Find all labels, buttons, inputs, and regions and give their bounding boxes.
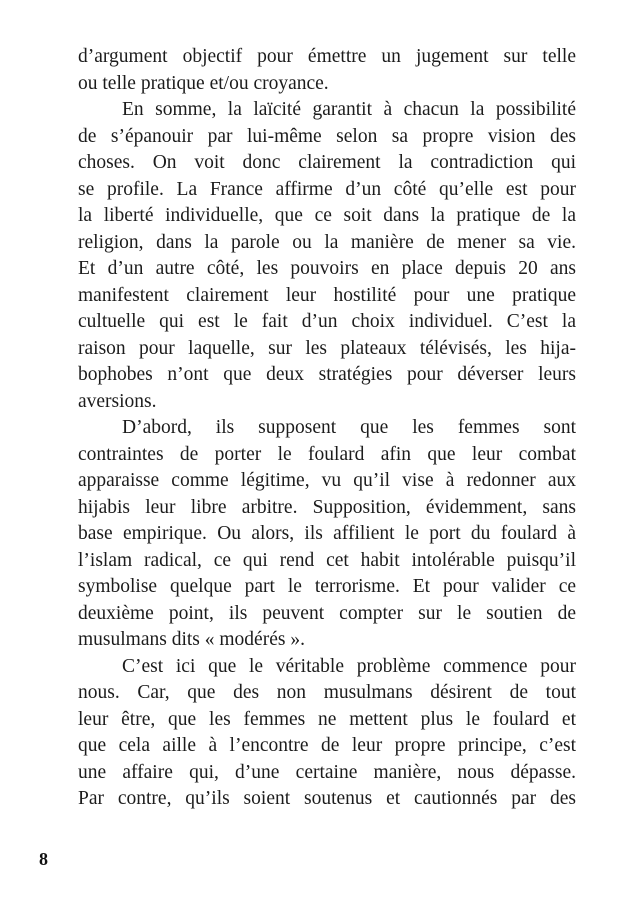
text-line: deuxième point, ils peuvent compter sur le soutien de	[78, 602, 576, 624]
text-line: raison pour laquelle, sur les plateaux télévisés, les hija-	[78, 337, 576, 359]
text-line: contraintes de porter le foulard afin que leur combat	[78, 443, 576, 465]
text-line: la liberté individuelle, que ce soit dans la pratique de la	[78, 205, 576, 226]
text-line: musulmans dits « modérés ».	[78, 629, 305, 650]
text-line: leur être, que les femmes ne mettent plus le foulard et	[78, 708, 576, 730]
text-line: base empirique. Ou alors, ils affilient le port du foulard à	[78, 523, 576, 544]
text-line: l’islam radical, ce qui rend cet habit intolérable puisqu’il	[78, 549, 576, 571]
text-line: apparaisse comme légitime, vu qu’il vise à redonner aux	[78, 470, 576, 491]
text-line: bophobes n’ont que deux stratégies pour déverser leurs	[78, 364, 576, 385]
text-line: hijabis leur libre arbitre. Supposition, évidemment, sans	[78, 496, 576, 518]
text-line: C’est ici que le véritable problème commence pour	[122, 655, 576, 677]
text-line: D’abord, ils supposent que les femmes sont	[122, 417, 576, 438]
text-line: Par contre, qu’ils soient soutenus et cautionnés par des	[78, 788, 576, 809]
text-line: cultuelle qui est le fait d’un choix individuel. C’est la	[78, 311, 576, 332]
text-line: ou telle pratique et/ou croyance.	[78, 72, 329, 94]
text-line: En somme, la laïcité garantit à chacun la possibilité	[122, 99, 576, 120]
text-line: nous. Car, que des non musulmans désirent de tout	[78, 682, 576, 703]
text-line: choses. On voit donc clairement la contradiction qui	[78, 152, 576, 173]
text-line: se profile. La France affirme d’un côté qu’elle est pour	[78, 178, 576, 200]
text-line: Et d’un autre côté, les pouvoirs en place depuis 20 ans	[78, 258, 576, 279]
text-line: de s’épanouir par lui-même selon sa propre vision des	[78, 125, 576, 147]
text-line: religion, dans la parole ou la manière de mener sa vie.	[78, 231, 576, 253]
text-line: une affaire qui, d’une certaine manière, nous dépasse.	[78, 761, 576, 783]
text-line: manifestent clairement leur hostilité pour une pratique	[78, 284, 576, 306]
text-line: aversions.	[78, 390, 157, 412]
page-text	[78, 44, 576, 813]
text-line: symbolise quelque part le terrorisme. Et pour valider ce	[78, 576, 576, 597]
text-line: que cela aille à l’encontre de leur propre principe, c’est	[78, 735, 576, 756]
text-line: d’argument objectif pour émettre un jugement sur telle	[78, 46, 576, 67]
page-number: 8	[39, 849, 48, 869]
